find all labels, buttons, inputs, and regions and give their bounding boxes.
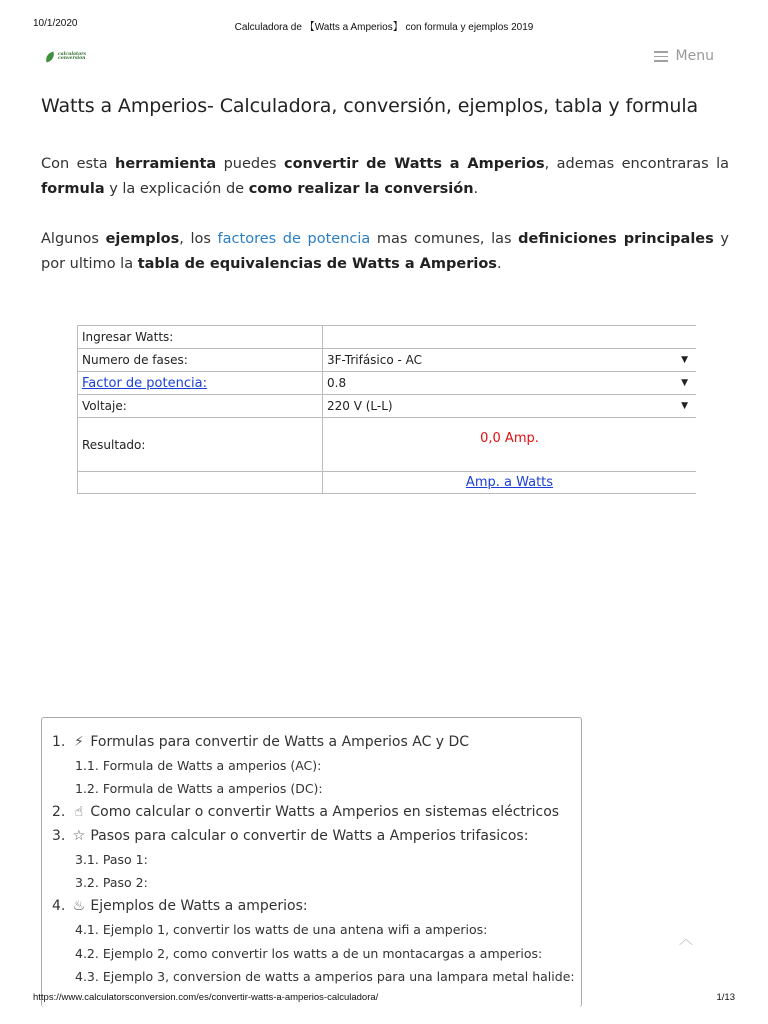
- toc-label: Formula de Watts a amperios (DC):: [102, 781, 323, 797]
- text: puedes: [216, 156, 284, 172]
- toc-number: 4.2.: [75, 945, 99, 961]
- phases-value: 3F-Trifásico - AC: [327, 353, 423, 367]
- page-title: Watts a Amperios- Calculadora, conversión, ejemplos, tabla y formula: [41, 95, 699, 117]
- intro-paragraph-1: [41, 152, 729, 202]
- toc-label: Paso 1:: [102, 851, 148, 867]
- toc-number: 3.1.: [75, 851, 99, 867]
- print-date: 10/1/2020: [33, 18, 78, 29]
- logo-line-1: calculators: [58, 51, 86, 57]
- amp-to-watts-link[interactable]: Amp. a Watts: [465, 475, 554, 490]
- toc-label: Pasos para calcular o convertir de Watts a Amperios trifasicos:: [90, 827, 529, 844]
- lightning-icon: ⚡: [73, 733, 84, 750]
- empty-cell: [78, 472, 323, 494]
- toc-number: 4.1.: [75, 922, 99, 938]
- print-url: https://www.calculatorsconversion.com/es/convertir-watts-a-amperios-calculadora/: [33, 992, 379, 1003]
- power-factor-value: 0.8: [327, 376, 347, 390]
- bold-text: definiciones principales: [518, 231, 714, 247]
- bold-text: herramienta: [115, 156, 217, 172]
- toc-entry[interactable]: [52, 848, 581, 872]
- voltage-row: [78, 395, 697, 418]
- text: Con esta: [41, 156, 116, 172]
- toc-label: Como calcular o convertir Watts a Amperios en sistemas eléctricos: [90, 804, 560, 821]
- menu-label: Menu: [675, 48, 714, 64]
- toc-label: Formula de Watts a amperios (AC):: [102, 757, 322, 773]
- star-icon: ☆: [72, 827, 86, 844]
- watts-input[interactable]: [323, 326, 697, 349]
- toc-number: 2.: [52, 804, 66, 821]
- watts-calculator: [77, 325, 696, 494]
- switch-row: [78, 472, 697, 494]
- toc-number: 1.: [52, 733, 66, 750]
- scroll-to-top-button[interactable]: [676, 929, 696, 949]
- print-header: [0, 18, 768, 34]
- bold-text: formula: [41, 181, 105, 197]
- print-footer: [0, 992, 768, 1006]
- result-label: Resultado:: [78, 418, 323, 472]
- text: mas comunes, las: [370, 231, 519, 247]
- toc-number: 3.2.: [75, 875, 99, 891]
- toc-entry[interactable]: [52, 942, 581, 966]
- toc-entry[interactable]: [52, 824, 581, 848]
- toc-entry[interactable]: [52, 730, 581, 754]
- power-factor-link[interactable]: factores de potencia: [217, 231, 371, 247]
- toc-label: Ejemplo 3, conversion de watts a amperios para una lampara metal halide:: [102, 969, 575, 985]
- dropdown-arrow-icon: ▼: [681, 401, 688, 411]
- toc-number: 4.: [52, 898, 66, 915]
- switch-cell: [323, 472, 697, 494]
- toc-label: Ejemplo 2, como convertir los watts a de un montacargas a amperios:: [102, 945, 543, 961]
- toc-entry[interactable]: [52, 965, 581, 989]
- pointing-hand-icon: ☝: [74, 804, 84, 821]
- toc-entry[interactable]: [52, 895, 581, 919]
- print-page-number: 1/13: [716, 992, 735, 1003]
- dropdown-arrow-icon: ▼: [681, 378, 688, 388]
- toc-number: 4.3.: [75, 969, 99, 985]
- bold-text: tabla de equivalencias de Watts a Amperios: [137, 256, 497, 272]
- chevron-up-icon: ︿: [679, 932, 693, 948]
- toc-entry[interactable]: [52, 871, 581, 895]
- site-logo[interactable]: [45, 50, 93, 64]
- intro-paragraph-2: [41, 227, 729, 277]
- phases-select[interactable]: [323, 349, 697, 372]
- bold-text: ejemplos: [105, 231, 180, 247]
- toc-entry[interactable]: [52, 801, 581, 825]
- power-factor-row: [78, 372, 697, 395]
- voltage-label: Voltaje:: [78, 395, 323, 418]
- watts-row: [78, 326, 697, 349]
- toc-label: Formulas para convertir de Watts a Amperios AC y DC: [90, 733, 470, 750]
- toc-label: Paso 2:: [102, 875, 148, 891]
- phases-row: [78, 349, 697, 372]
- watts-label: Ingresar Watts:: [78, 326, 323, 349]
- phases-label: Numero de fases:: [78, 349, 323, 372]
- toc-label: Ejemplo 1, convertir los watts de una antena wifi a amperios:: [102, 922, 488, 938]
- text: , los: [179, 231, 218, 247]
- result-value: 0,0 Amp.: [480, 431, 539, 446]
- toc-number: 1.2.: [75, 781, 99, 797]
- bold-text: como realizar la conversión: [248, 181, 474, 197]
- text: y por ultimo la: [41, 231, 729, 272]
- voltage-value: 220 V (L-L): [327, 399, 393, 413]
- toc-entry[interactable]: [52, 918, 581, 942]
- result-row: [78, 418, 697, 472]
- text: .: [473, 181, 479, 197]
- toc-entry[interactable]: [52, 754, 581, 778]
- logo-text: [58, 53, 86, 62]
- power-factor-label-link[interactable]: Factor de potencia:: [82, 375, 207, 391]
- print-title: Calculadora de 【Watts a Amperios】 con formula y ejemplos 2019: [234, 22, 534, 33]
- fire-icon: ♨: [72, 898, 86, 915]
- menu-button[interactable]: [654, 46, 714, 66]
- hamburger-icon: [654, 51, 668, 61]
- result-cell: [323, 418, 697, 472]
- leaf-icon: [44, 52, 56, 63]
- text: Algunos: [41, 231, 106, 247]
- text: , ademas encontraras la: [544, 156, 730, 172]
- voltage-select[interactable]: [323, 395, 697, 418]
- power-factor-select[interactable]: [323, 372, 697, 395]
- toc-entry[interactable]: [52, 777, 581, 801]
- dropdown-arrow-icon: ▼: [681, 355, 688, 365]
- table-of-contents: [41, 717, 582, 1007]
- text: .: [496, 256, 502, 272]
- logo-line-2: conversion: [58, 56, 86, 61]
- toc-label: Ejemplos de Watts a amperios:: [90, 898, 308, 915]
- text: y la explicación de: [104, 181, 249, 197]
- bold-text: convertir de Watts a Amperios: [283, 156, 545, 172]
- toc-number: 3.: [52, 827, 66, 844]
- power-factor-label-cell: [78, 372, 323, 395]
- toc-number: 1.1.: [75, 757, 99, 773]
